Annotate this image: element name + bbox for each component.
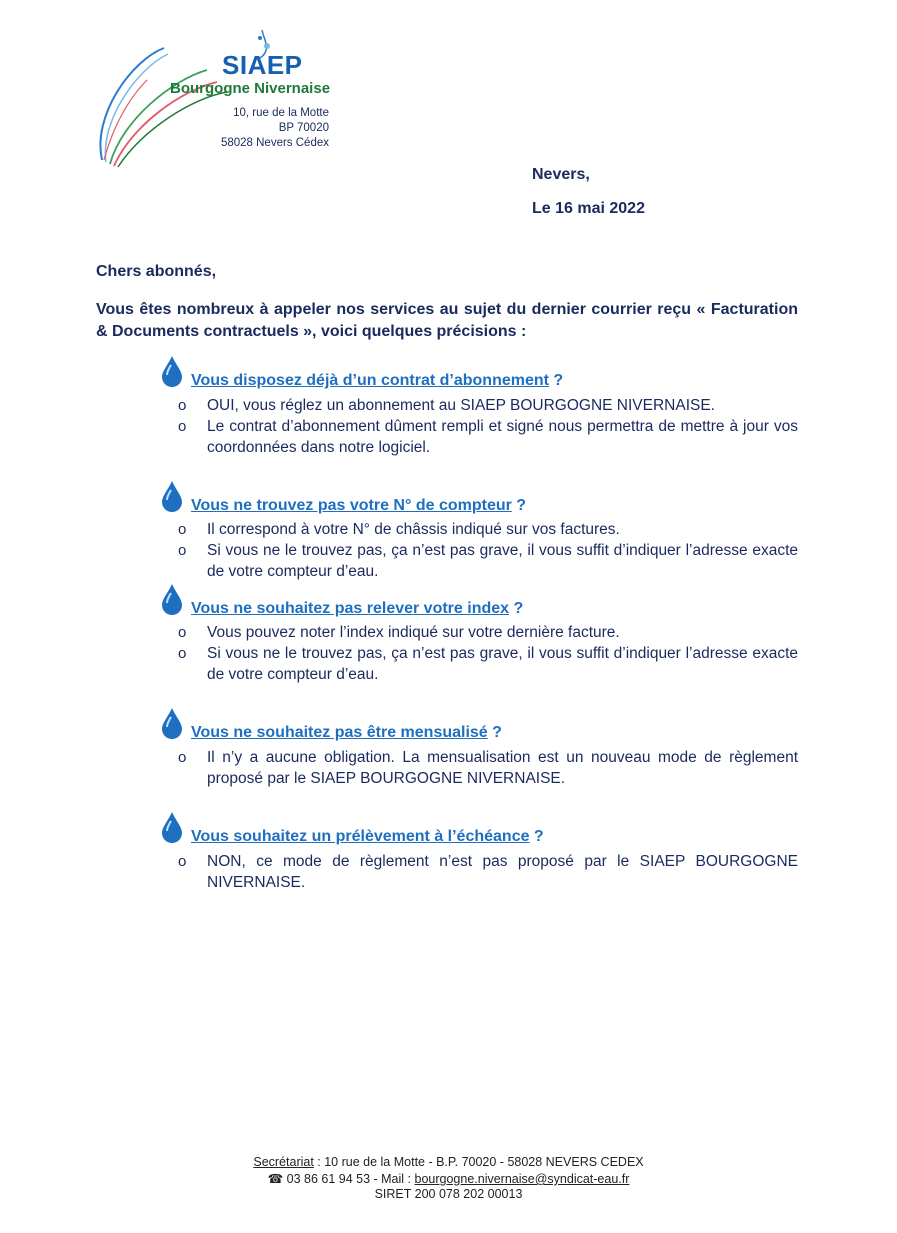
logo-subtitle: Bourgogne Nivernaise — [170, 80, 331, 97]
address-city: 58028 Nevers Cédex — [220, 137, 329, 149]
letter-date: Le 16 mai 2022 — [532, 200, 645, 217]
letter-place: Nevers, — [532, 166, 590, 183]
address-street: 10, rue de la Motte — [233, 107, 329, 119]
footer-contact: ☎ 03 86 61 94 53 - Mail : bourgogne.nivernaise@syndicat-eau.fr — [267, 1172, 630, 1186]
section-title: Vous ne trouvez pas votre N° de compteur ? — [191, 497, 527, 514]
bullet-marker: o — [178, 749, 187, 766]
bullet-marker: o — [178, 853, 187, 870]
letter-greeting: Chers abonnés, — [96, 263, 217, 280]
email-link[interactable]: bourgogne.nivernaise@syndicat-eau.fr — [414, 1172, 630, 1186]
water-drop-icon — [160, 355, 184, 387]
logo-text: SIAEP — [222, 50, 303, 80]
bullet-marker: o — [178, 521, 187, 538]
section-title: Vous disposez déjà d’un contrat d’abonnement ? — [191, 372, 564, 389]
water-drop-icon — [160, 707, 184, 739]
list-item: Il n’y a aucune obligation. La mensualisation est un nouveau mode de règlement proposé par le SIAEP BOURGOGNE NIVERNAISE. — [207, 749, 798, 787]
water-drop-icon — [160, 583, 184, 615]
list-item: Il correspond à votre N° de châssis indiqué sur vos factures. — [207, 521, 620, 538]
bullet-marker: o — [178, 624, 187, 641]
phone-icon: ☎ — [267, 1172, 284, 1186]
footer-secretariat: Secrétariat : 10 rue de la Motte - B.P. 70020 - 58028 NEVERS CEDEX — [253, 1155, 644, 1169]
letter-intro: Vous êtes nombreux à appeler nos services au sujet du dernier courrier reçu « Facturation & Documents contractuels », voici quelques précisions : — [96, 301, 798, 340]
water-drop-icon — [160, 811, 184, 843]
address-bp: BP 70020 — [278, 122, 329, 134]
water-drop-icon — [160, 480, 184, 512]
list-item: Le contrat d’abonnement dûment rempli et signé nous permettra de mettre à jour vos coordonnées dans notre logiciel. — [207, 418, 798, 456]
list-item: Vous pouvez noter l’index indiqué sur votre dernière facture. — [207, 624, 620, 641]
bullet-marker: o — [178, 418, 187, 435]
section-title: Vous ne souhaitez pas être mensualisé ? — [191, 724, 502, 741]
bullet-marker: o — [178, 397, 187, 414]
list-item: Si vous ne le trouvez pas, ça n’est pas grave, il vous suffit d’indiquer l’adresse exacte de votre compteur d’eau. — [207, 542, 798, 580]
section-title: Vous souhaitez un prélèvement à l’échéance ? — [191, 828, 544, 845]
bullet-marker: o — [178, 645, 187, 662]
footer-siret: SIRET 200 078 202 00013 — [374, 1187, 523, 1201]
bullet-marker: o — [178, 542, 187, 559]
list-item: Si vous ne le trouvez pas, ça n’est pas grave, il vous suffit d’indiquer l’adresse exacte de votre compteur d’eau. — [207, 645, 798, 683]
list-item: NON, ce mode de règlement n’est pas proposé par le SIAEP BOURGOGNE NIVERNAISE. — [207, 853, 798, 891]
section-title: Vous ne souhaitez pas relever votre index ? — [191, 600, 524, 617]
list-item: OUI, vous réglez un abonnement au SIAEP BOURGOGNE NIVERNAISE. — [207, 397, 715, 414]
